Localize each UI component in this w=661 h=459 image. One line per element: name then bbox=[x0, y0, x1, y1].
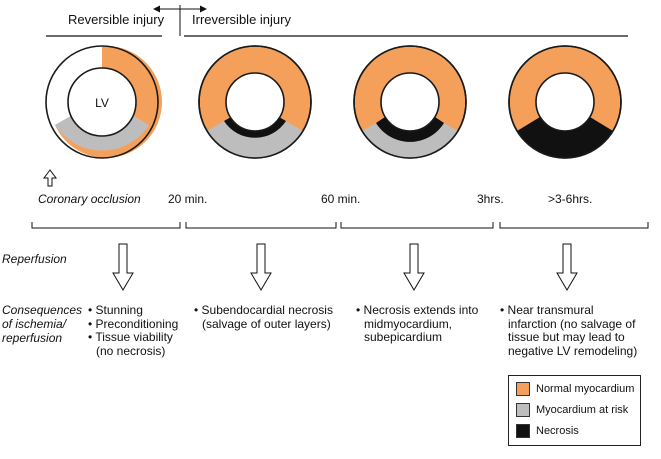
ring4-inner bbox=[536, 73, 594, 131]
consequences-stage-2: • Subendocardial necrosis (salvage of outer layers) bbox=[194, 303, 333, 331]
time-20-min: 20 min. bbox=[168, 192, 208, 206]
lv-label: LV bbox=[95, 96, 109, 110]
consequences-label: Consequences of ischemia/ reperfusion bbox=[2, 303, 83, 345]
legend-swatch-necrosis bbox=[516, 424, 530, 438]
legend-risk: Myocardium at risk bbox=[516, 403, 628, 417]
ring-stage-1 bbox=[46, 46, 162, 158]
ring2-inner bbox=[226, 73, 284, 131]
legend-normal: Normal myocardium bbox=[516, 382, 634, 396]
time-3-hrs: 3hrs. bbox=[477, 192, 504, 206]
ring-stage-4 bbox=[509, 46, 621, 158]
time-60-min: 60 min. bbox=[321, 192, 361, 206]
legend bbox=[508, 375, 641, 446]
legend-swatch-risk bbox=[516, 403, 530, 417]
coronary-occlusion-label: Coronary occlusion bbox=[38, 192, 141, 206]
ring-stage-2 bbox=[199, 46, 311, 158]
ring-stage-3 bbox=[354, 46, 466, 158]
consequences-stage-4: • Near transmural infarction (no salvage of tissue but may lead to negative LV remodeling) bbox=[500, 303, 638, 358]
reversible-injury-label: Reversible injury bbox=[68, 12, 165, 27]
timeline-brackets bbox=[32, 222, 648, 228]
consequences-stage-1: • Stunning • Preconditioning • Tissue viability (no necrosis) bbox=[88, 303, 179, 358]
legend-necrosis: Necrosis bbox=[516, 424, 579, 438]
reperfusion-arrows bbox=[113, 244, 577, 290]
consequences-stage-3: • Necrosis extends into midmyocardium, subepicardium bbox=[356, 303, 479, 344]
ring3-inner bbox=[381, 73, 439, 131]
reperfusion-label: Reperfusion bbox=[2, 252, 67, 266]
legend-swatch-normal bbox=[516, 382, 530, 396]
ring-stages bbox=[0, 0, 661, 200]
time-3-6-hrs: >3-6hrs. bbox=[548, 192, 593, 206]
irreversible-injury-label: Irreversible injury bbox=[192, 12, 291, 27]
